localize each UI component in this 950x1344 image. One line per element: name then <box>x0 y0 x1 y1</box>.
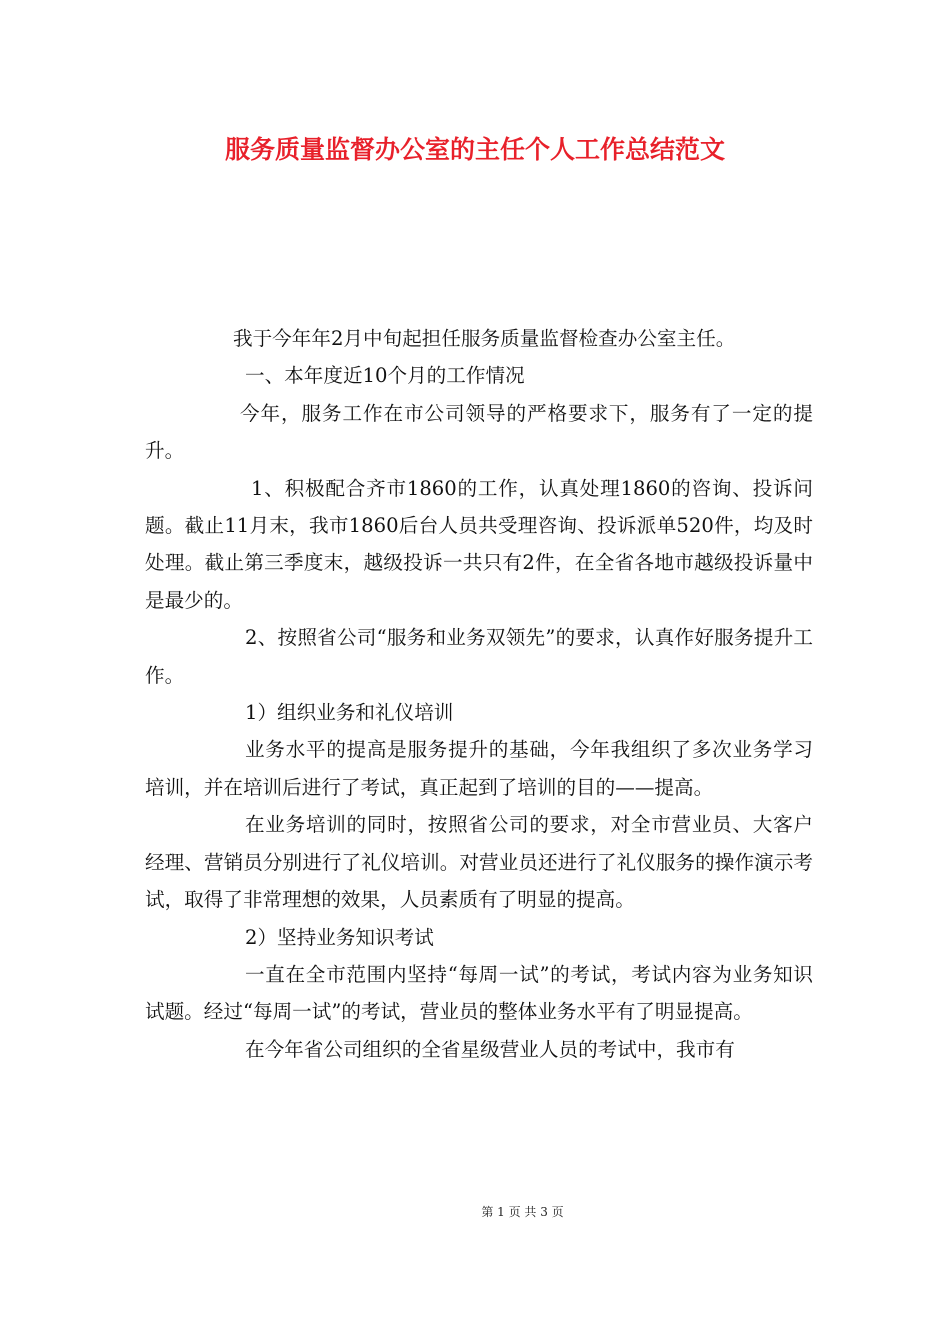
page-footer: 第 1 页 共 3 页 <box>481 1205 564 1219</box>
paragraph-item-2: 2、按照省公司“服务和业务双领先”的要求，认真作好服务提升工作。 <box>145 626 813 687</box>
subheading-exam: 2）坚持业务知识考试 <box>245 925 434 949</box>
paragraph-weekly-exam: 一直在全市范围内坚持“每周一试”的考试，考试内容为业务知识试题。经过“每周一试”的考试，营业员的整体业务水平有了明显提高。 <box>145 962 813 1024</box>
paragraph-summary: 今年，服务工作在市公司领导的严格要求下，服务有了一定的提升。 <box>145 401 813 463</box>
paragraph-training: 业务水平的提高是服务提升的基础，今年我组织了多次业务学习培训，并在培训后进行了考试，真正起到了培训的目的——提高。 <box>145 738 813 799</box>
paragraph-intro: 我于今年年2月中旬起担任服务质量监督检查办公室主任。 <box>233 327 736 350</box>
paragraph-etiquette: 在业务培训的同时，按照省公司的要求，对全市营业员、大客户经理、营销员分别进行了礼仪培训。对营业员还进行了礼仪服务的操作演示考试，取得了非常理想的效果，人员素质有了明显的提高。 <box>145 813 813 912</box>
paragraph-item-1: 1、积极配合齐市1860的工作，认真处理1860的咨询、投诉问题。截止11月末，我市1860后台人员共受理咨询、投诉派单520件，均及时处理。截止第三季度末，越级投诉一共只有2件，在全省各地市越级投诉量中是最少的。 <box>145 476 813 612</box>
heading-section-1: 一、本年度近10个月的工作情况 <box>245 364 525 388</box>
document-title: 服务质量监督办公室的主任个人工作总结范文 <box>224 135 725 164</box>
paragraph-province-exam: 在今年省公司组织的全省星级营业人员的考试中，我市有 <box>245 1037 735 1061</box>
subheading-training: 1）组织业务和礼仪培训 <box>245 701 454 725</box>
document-body <box>145 320 813 1068</box>
